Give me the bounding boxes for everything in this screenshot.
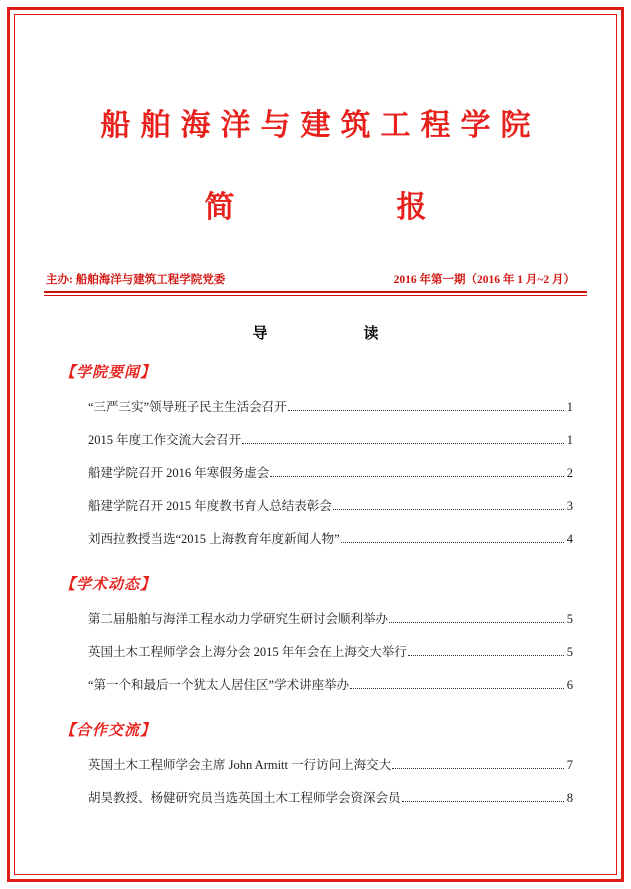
toc-leader-dots: [341, 542, 564, 543]
toc-leader-dots: [402, 801, 564, 802]
divider-thin: [44, 295, 587, 296]
toc-entry[interactable]: [88, 642, 591, 660]
section-heading: 【学院要闻】: [60, 364, 157, 381]
toc-leader-dots: [392, 768, 564, 769]
toc-entry-page: 5: [566, 612, 573, 626]
toc-entry-label: 船建学院召开 2016 年寒假务虚会: [88, 466, 270, 480]
toc-entry-label: 2015 年度工作交流大会召开: [88, 433, 242, 447]
toc-entry[interactable]: [88, 675, 591, 693]
toc-leader-dots: [242, 443, 564, 444]
toc-entry-page: 7: [566, 758, 573, 772]
toc-entry[interactable]: [88, 755, 591, 773]
toc-entry-label: 英国土木工程师学会主席 John Armitt 一行访问上海交大: [88, 758, 392, 772]
toc-leader-dots: [288, 410, 564, 411]
toc-leader-dots: [333, 509, 564, 510]
toc-entry[interactable]: [88, 496, 591, 514]
toc-entry-label: 第二届船舶与海洋工程水动力学研究生研讨会顺利举办: [88, 612, 389, 626]
toc-entry-label: 胡昊教授、杨健研究员当选英国土木工程师学会资深会员: [88, 791, 401, 805]
toc-entry-page: 3: [566, 499, 573, 513]
toc-entry-label: “第一个和最后一个犹太人居住区”学术讲座举办: [88, 678, 350, 692]
toc-entry[interactable]: [88, 463, 591, 481]
toc-entry-label: 船建学院召开 2015 年度教书育人总结表彰会: [88, 499, 332, 513]
toc-section: [40, 361, 591, 547]
toc-entry[interactable]: [88, 788, 591, 806]
masthead-subtitle: 简 报: [204, 191, 461, 224]
toc-entry-page: 4: [566, 532, 573, 546]
toc-section: [40, 573, 591, 693]
toc-entry-page: 1: [566, 400, 573, 414]
toc-entry[interactable]: [88, 430, 591, 448]
issue-text: 2016 年第一期（2016 年 1 月~2 月）: [393, 274, 575, 286]
divider-thick: [44, 291, 587, 293]
document-content: [40, 40, 591, 849]
toc-entry-page: 8: [566, 791, 573, 805]
toc-leader-dots: [408, 655, 564, 656]
toc-leader-dots: [270, 476, 563, 477]
toc-title: 导 读: [252, 326, 401, 342]
toc-section: [40, 719, 591, 806]
masthead-title: 船舶海洋与建筑工程学院: [100, 109, 541, 142]
toc-entry-page: 1: [566, 433, 573, 447]
toc-entry[interactable]: [88, 609, 591, 627]
toc-entry-page: 5: [566, 645, 573, 659]
section-heading: 【学术动态】: [60, 576, 157, 593]
toc-entry[interactable]: [88, 529, 591, 547]
toc-leader-dots: [389, 622, 564, 623]
toc-entry-label: “三严三实”领导班子民主生活会召开: [88, 400, 287, 414]
toc-entry-label: 刘西拉教授当选“2015 上海教育年度新闻人物”: [88, 532, 340, 546]
toc-entry-page: 6: [566, 678, 573, 692]
toc-entry-page: 2: [566, 466, 573, 480]
masthead-meta: [40, 271, 591, 291]
sponsor-text: 主办: 船舶海洋与建筑工程学院党委: [46, 274, 226, 286]
toc-leader-dots: [350, 688, 564, 689]
toc-entry[interactable]: [88, 397, 591, 415]
section-heading: 【合作交流】: [60, 722, 157, 739]
toc-entry-label: 英国土木工程师学会上海分会 2015 年年会在上海交大举行: [88, 645, 407, 659]
